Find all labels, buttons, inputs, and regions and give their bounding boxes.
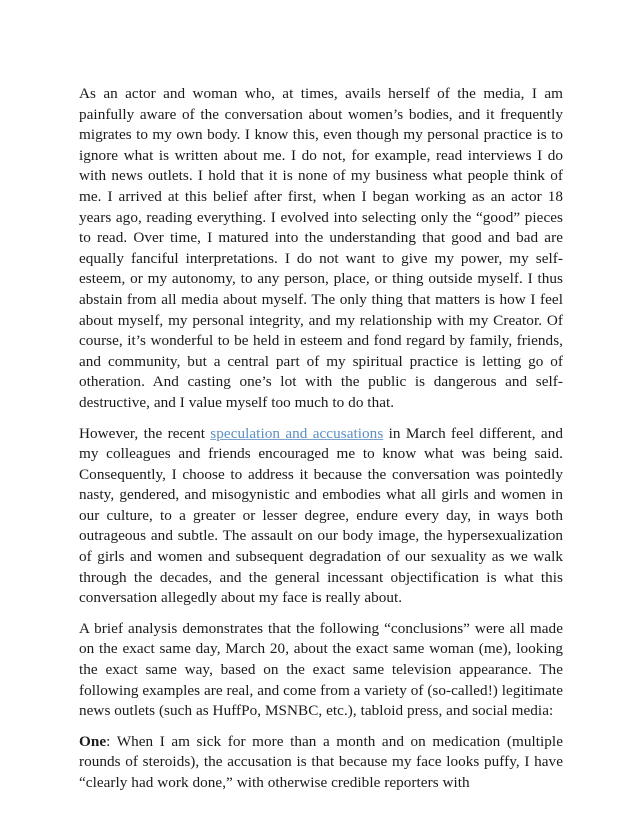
paragraph-3 xyxy=(79,619,563,722)
paragraph-2 xyxy=(79,424,563,609)
paragraph-4 xyxy=(79,732,563,794)
paragraph-3-text: A brief analysis demonstrates that the following “conclusions” were all made on the exact same day, March 20, about the exact same woman (me), looking the exact same way, based on the exact same television appearance. The following examples are real, and come from a variety of (so-called!) legitimate news outlets (such as HuffPo, MSNBC, etc.), tabloid press, and social media: xyxy=(79,619,563,720)
article-body xyxy=(79,84,563,804)
paragraph-1 xyxy=(79,84,563,414)
paragraph-2-text-after: in March feel different, and my colleagues and friends encouraged me to know what was being said. Consequently, I choose to address it because the conversation was pointedly nasty, gendered, and misogynistic and embodies what all girls and women in our culture, to a greater or lesser degree, endure every day, in ways both outrageous and subtle. The assault on our body image, the hypersexualization of girls and women and subsequent degradation of our sexuality as we walk through the decades, and the general incessant objectification is what this conversation allegedly about my face is really about. xyxy=(79,424,563,607)
paragraph-4-text: : When I am sick for more than a month and on medication (multiple rounds of steroids), the accusation is that because my face looks puffy, I have “clearly had work done,” with otherwise credible reporters with xyxy=(79,732,563,791)
paragraph-1-text: As an actor and woman who, at times, avails herself of the media, I am painfully aware of the conversation about women’s bodies, and it frequently migrates to my own body. I know this, even though my personal practice is to ignore what is written about me. I do not, for example, read interviews I do with news outlets. I hold that it is none of my business what people think of me. I arrived at this belief after first, when I began working as an actor 18 years ago, reading everything. I evolved into selecting only the “good” pieces to read. Over time, I matured into the understanding that good and bad are equally fanciful interpretations. I do not want to give my power, my self-esteem, or my autonomy, to any person, place, or thing outside myself. I thus abstain from all media about myself. The only thing that matters is how I feel about myself, my personal integrity, and my relationship with my Creator. Of course, it’s wonderful to be held in esteem and fond regard by family, friends, and community, but a central part of my spiritual practice is letting go of otheration. And casting one’s lot with the public is dangerous and self-destructive, and I value myself too much to do that. xyxy=(79,85,563,411)
speculation-link[interactable]: speculation and accusations xyxy=(210,424,384,442)
paragraph-4-label: One xyxy=(79,732,107,750)
paragraph-2-text-before: However, the recent xyxy=(79,424,211,442)
